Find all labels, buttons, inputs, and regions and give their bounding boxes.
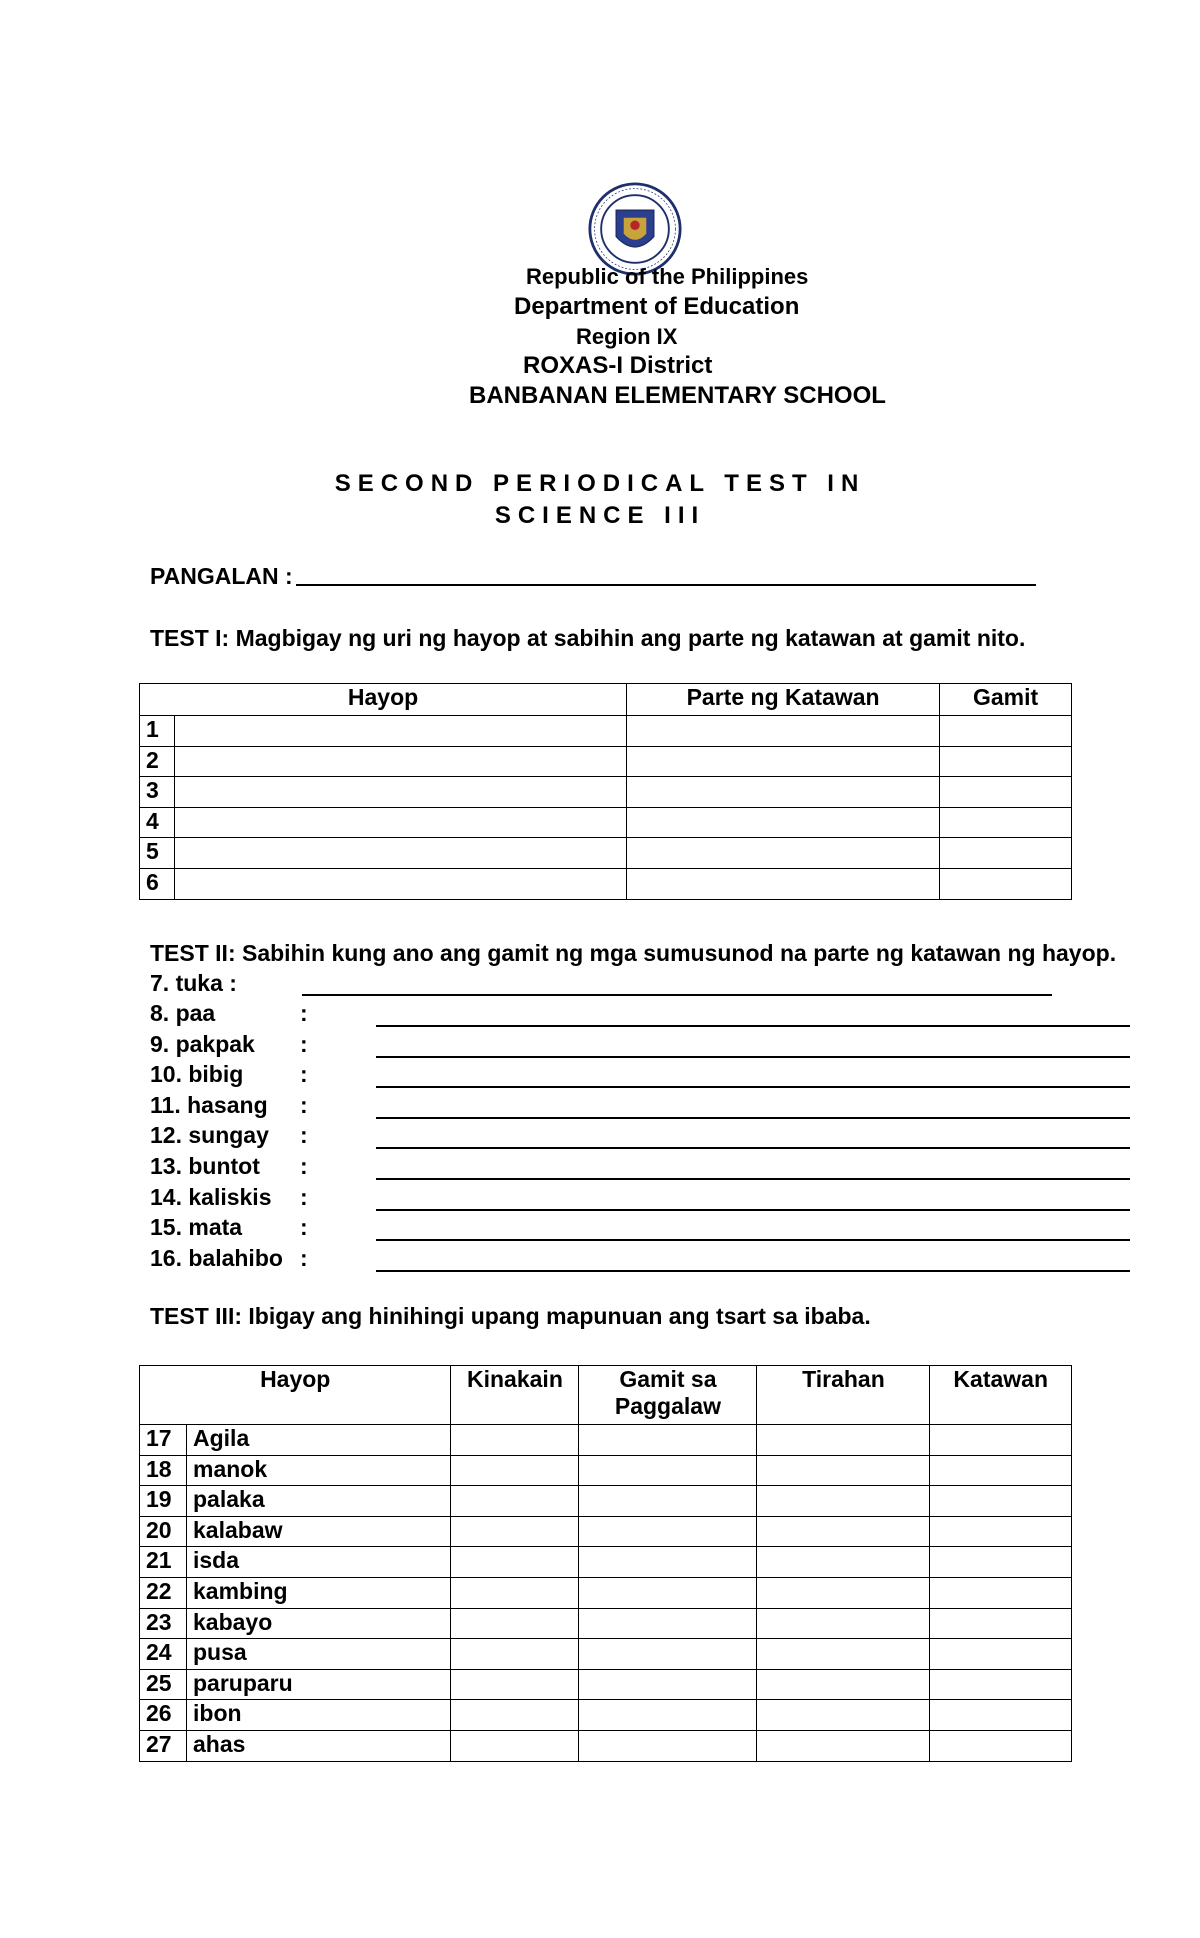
test2-item-colon: : — [300, 1244, 308, 1271]
test2-item-label: 11. hasang — [150, 1091, 268, 1118]
gamit-sa-paggalaw-cell[interactable] — [579, 1486, 757, 1517]
row-number: 6 — [140, 868, 175, 899]
kinakain-cell[interactable] — [451, 1486, 579, 1517]
test2-item-label: 9. pakpak — [150, 1030, 255, 1057]
row-number: 5 — [140, 838, 175, 869]
deped-seal-logo — [588, 182, 682, 276]
test2-item-7-answer-line[interactable] — [302, 993, 1052, 996]
gamit-cell[interactable] — [940, 746, 1072, 777]
row-number: 27 — [140, 1730, 187, 1761]
test1-row — [140, 777, 1072, 808]
test3-instruction: TEST III: Ibigay ang hinihingi upang mapunuan ang tsart sa ibaba. — [150, 1303, 871, 1329]
name-blank-line[interactable] — [296, 583, 1036, 586]
gamit-sa-paggalaw-cell[interactable] — [579, 1669, 757, 1700]
row-number: 17 — [140, 1425, 187, 1456]
test2-item-colon: : — [300, 1214, 308, 1241]
animal-name: ibon — [187, 1700, 451, 1731]
row-number: 2 — [140, 746, 175, 777]
row-number: 21 — [140, 1547, 187, 1578]
header-region: Region IX — [576, 324, 678, 349]
test2-item-label: 13. buntot — [150, 1153, 260, 1179]
parte-cell[interactable] — [627, 838, 940, 869]
test3-row — [140, 1425, 1072, 1456]
katawan-cell[interactable] — [930, 1608, 1072, 1639]
test2-answer-line[interactable] — [376, 1055, 1130, 1058]
test1-row — [140, 868, 1072, 899]
animal-name: ahas — [187, 1730, 451, 1761]
gamit-sa-paggalaw-cell[interactable] — [579, 1608, 757, 1639]
test3-header-kinakain: Kinakain — [451, 1366, 579, 1425]
header-district: ROXAS-I District — [523, 352, 713, 379]
test3-row — [140, 1455, 1072, 1486]
test2-answer-line[interactable] — [376, 1085, 1130, 1088]
test2-item-colon: : — [300, 1122, 308, 1149]
test3-header-hayop: Hayop — [140, 1366, 451, 1425]
header-school: BANBANAN ELEMENTARY SCHOOL — [469, 382, 886, 409]
row-number: 3 — [140, 777, 175, 808]
gamit-sa-paggalaw-cell[interactable] — [579, 1455, 757, 1486]
tirahan-cell[interactable] — [757, 1516, 930, 1547]
tirahan-cell[interactable] — [757, 1486, 930, 1517]
test2-answer-line[interactable] — [376, 1177, 1130, 1180]
test1-header-parte: Parte ng Katawan — [627, 684, 940, 716]
test3-row — [140, 1700, 1072, 1731]
parte-cell[interactable] — [627, 746, 940, 777]
kinakain-cell[interactable] — [451, 1547, 579, 1578]
name-label: PANGALAN : — [150, 563, 293, 589]
hayop-cell[interactable] — [175, 777, 627, 808]
tirahan-cell[interactable] — [757, 1730, 930, 1761]
test3-row — [140, 1486, 1072, 1517]
header-department: Department of Education — [514, 293, 800, 320]
gamit-cell[interactable] — [940, 868, 1072, 899]
test2-item-label: 8. paa — [150, 1000, 216, 1026]
row-number: 23 — [140, 1608, 187, 1639]
gamit-cell[interactable] — [940, 838, 1072, 869]
gamit-sa-paggalaw-cell[interactable] — [579, 1516, 757, 1547]
test2-item-colon: : — [300, 1030, 308, 1057]
hayop-cell[interactable] — [175, 807, 627, 838]
hayop-cell[interactable] — [175, 746, 627, 777]
test3-header-tirahan: Tirahan — [757, 1366, 930, 1425]
tirahan-cell[interactable] — [757, 1608, 930, 1639]
hayop-cell[interactable] — [175, 868, 627, 899]
test2-item-colon: : — [300, 1061, 308, 1088]
test2-item-label: 12. sungay — [150, 1122, 269, 1149]
test3-row — [140, 1516, 1072, 1547]
tirahan-cell[interactable] — [757, 1700, 930, 1731]
animal-name: kalabaw — [187, 1516, 451, 1547]
kinakain-cell[interactable] — [451, 1425, 579, 1456]
katawan-cell[interactable] — [930, 1730, 1072, 1761]
test2-answer-line[interactable] — [376, 1208, 1130, 1211]
gamit-sa-paggalaw-cell[interactable] — [579, 1639, 757, 1670]
gamit-cell[interactable] — [940, 777, 1072, 808]
test1-row — [140, 716, 1072, 747]
row-number: 1 — [140, 716, 175, 747]
test2-item-label: 15. mata — [150, 1214, 243, 1241]
kinakain-cell[interactable] — [451, 1516, 579, 1547]
test2-instruction: TEST II: Sabihin kung ano ang gamit ng mga sumusunod na parte ng katawan ng hayop. — [150, 940, 1117, 966]
row-number: 25 — [140, 1669, 187, 1700]
test1-row — [140, 807, 1072, 838]
row-number: 4 — [140, 807, 175, 838]
test3-row — [140, 1730, 1072, 1761]
tirahan-cell[interactable] — [757, 1425, 930, 1456]
test3-row — [140, 1639, 1072, 1670]
test1-header-gamit: Gamit — [940, 684, 1072, 716]
tirahan-cell[interactable] — [757, 1639, 930, 1670]
tirahan-cell[interactable] — [757, 1547, 930, 1578]
kinakain-cell[interactable] — [451, 1577, 579, 1608]
katawan-cell[interactable] — [930, 1700, 1072, 1731]
katawan-cell[interactable] — [930, 1516, 1072, 1547]
row-number: 24 — [140, 1639, 187, 1670]
katawan-cell[interactable] — [930, 1669, 1072, 1700]
gamit-sa-paggalaw-cell[interactable] — [579, 1547, 757, 1578]
row-number: 19 — [140, 1486, 187, 1517]
test1-instruction: TEST I: Magbigay ng uri ng hayop at sabihin ang parte ng katawan at gamit nito. — [150, 625, 1026, 651]
gamit-sa-paggalaw-cell[interactable] — [579, 1730, 757, 1761]
test2-item-7-label: 7. tuka : — [150, 970, 237, 996]
test3-row — [140, 1577, 1072, 1608]
gamit-cell[interactable] — [940, 716, 1072, 747]
test2-item-colon: : — [300, 1153, 308, 1179]
katawan-cell[interactable] — [930, 1547, 1072, 1578]
test2-answer-line[interactable] — [376, 1116, 1130, 1119]
animal-name: paruparu — [187, 1669, 451, 1700]
tirahan-cell[interactable] — [757, 1577, 930, 1608]
row-number: 20 — [140, 1516, 187, 1547]
tirahan-cell[interactable] — [757, 1455, 930, 1486]
kinakain-cell[interactable] — [451, 1730, 579, 1761]
animal-name: Agila — [187, 1425, 451, 1456]
animal-name: palaka — [187, 1486, 451, 1517]
gamit-sa-paggalaw-cell[interactable] — [579, 1425, 757, 1456]
parte-cell[interactable] — [627, 716, 940, 747]
test2-item-colon: : — [300, 1000, 308, 1026]
test2-answer-line[interactable] — [376, 1146, 1130, 1149]
test3-header-gamit-sa-paggalaw: Gamit sa Paggalaw — [579, 1366, 757, 1425]
katawan-cell[interactable] — [930, 1425, 1072, 1456]
header-republic: Republic of the Philippines — [526, 264, 809, 289]
test2-answer-line[interactable] — [376, 1269, 1130, 1272]
test2-answer-line[interactable] — [376, 1024, 1130, 1027]
gamit-sa-paggalaw-cell[interactable] — [579, 1577, 757, 1608]
test2-answer-line[interactable] — [376, 1238, 1130, 1241]
row-number: 18 — [140, 1455, 187, 1486]
test-title-line1: SECOND PERIODICAL TEST IN — [334, 470, 866, 497]
test2-item-colon: : — [300, 1183, 308, 1210]
test3-row — [140, 1669, 1072, 1700]
animal-name: pusa — [187, 1639, 451, 1670]
kinakain-cell[interactable] — [451, 1455, 579, 1486]
katawan-cell[interactable] — [930, 1455, 1072, 1486]
gamit-sa-paggalaw-cell[interactable] — [579, 1700, 757, 1731]
test2-item-label: 10. bibig — [150, 1061, 244, 1088]
test2-item-label: 16. balahibo — [150, 1244, 283, 1271]
test1-row — [140, 838, 1072, 869]
test2-item-label: 14. kaliskis — [150, 1183, 272, 1210]
kinakain-cell[interactable] — [451, 1639, 579, 1670]
gamit-cell[interactable] — [940, 807, 1072, 838]
row-number: 26 — [140, 1700, 187, 1731]
test3-header-katawan: Katawan — [930, 1366, 1072, 1425]
test3-row — [140, 1547, 1072, 1578]
tirahan-cell[interactable] — [757, 1669, 930, 1700]
animal-name: kabayo — [187, 1608, 451, 1639]
kinakain-cell[interactable] — [451, 1669, 579, 1700]
kinakain-cell[interactable] — [451, 1608, 579, 1639]
test1-table — [139, 683, 1072, 900]
animal-name: isda — [187, 1547, 451, 1578]
katawan-cell[interactable] — [930, 1639, 1072, 1670]
parte-cell[interactable] — [627, 807, 940, 838]
animal-name: kambing — [187, 1577, 451, 1608]
test1-row — [140, 746, 1072, 777]
test1-header-hayop: Hayop — [140, 684, 627, 716]
row-number: 22 — [140, 1577, 187, 1608]
test2-item-colon: : — [300, 1091, 308, 1118]
test3-row — [140, 1608, 1072, 1639]
katawan-cell[interactable] — [930, 1486, 1072, 1517]
katawan-cell[interactable] — [930, 1577, 1072, 1608]
parte-cell[interactable] — [627, 868, 940, 899]
hayop-cell[interactable] — [175, 716, 627, 747]
test-title-line2: SCIENCE III — [494, 502, 706, 529]
kinakain-cell[interactable] — [451, 1700, 579, 1731]
test3-table — [139, 1365, 1072, 1762]
parte-cell[interactable] — [627, 777, 940, 808]
animal-name: manok — [187, 1455, 451, 1486]
hayop-cell[interactable] — [175, 838, 627, 869]
